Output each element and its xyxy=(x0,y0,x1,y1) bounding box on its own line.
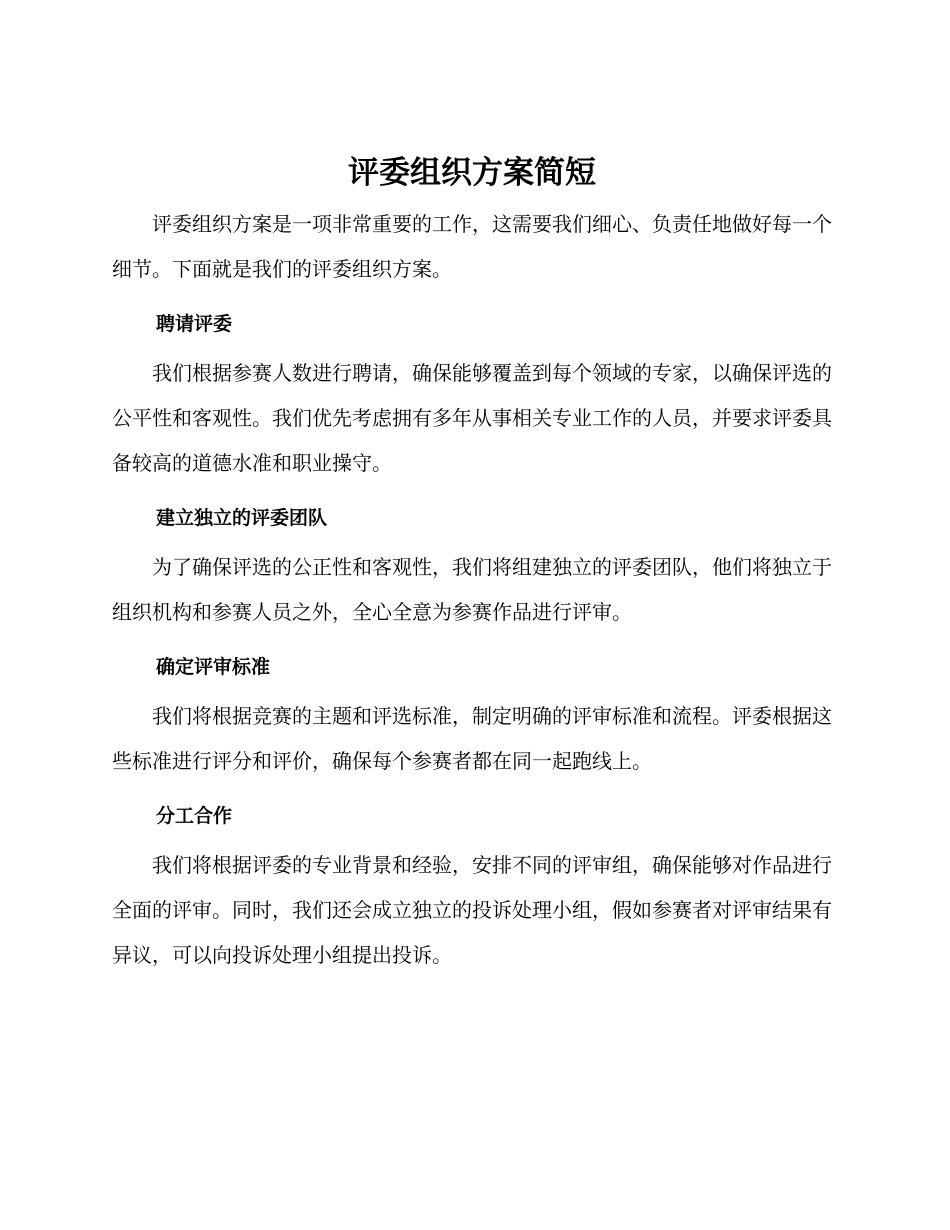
document-title: 评委组织方案简短 xyxy=(348,155,596,191)
section-heading-hire-judges: 聘请评委 xyxy=(156,313,233,335)
section-body-review-standards: 我们将根据竞赛的主题和评选标准，制定明确的评审标准和流程。评委根据这些标准进行评分和评价，确保每个参赛者都在同一起跑线上。 xyxy=(112,704,832,773)
intro-paragraph: 评委组织方案是一项非常重要的工作，这需要我们细心、负责任地做好每一个细节。下面就是我们的评委组织方案。 xyxy=(112,212,832,281)
section-body-hire-judges: 我们根据参赛人数进行聘请，确保能够覆盖到每个领域的专家，以确保评选的公平性和客观性。我们优先考虑拥有多年从事相关专业工作的人员，并要求评委具备较高的道德水准和职业操守。 xyxy=(112,361,832,475)
section-heading-division-of-labor: 分工合作 xyxy=(156,805,233,827)
section-heading-independent-team: 建立独立的评委团队 xyxy=(156,507,328,529)
document-page xyxy=(112,150,832,978)
section-heading-review-standards: 确定评审标准 xyxy=(156,656,271,678)
section-body-independent-team: 为了确保评选的公正性和客观性，我们将组建独立的评委团队，他们将独立于组织机构和参赛人员之外，全心全意为参赛作品进行评审。 xyxy=(112,555,832,624)
section-body-division-of-labor: 我们将根据评委的专业背景和经验，安排不同的评审组，确保能够对作品进行全面的评审。同时，我们还会成立独立的投诉处理小组，假如参赛者对评审结果有异议，可以向投诉处理小组提出投诉。 xyxy=(112,853,832,967)
